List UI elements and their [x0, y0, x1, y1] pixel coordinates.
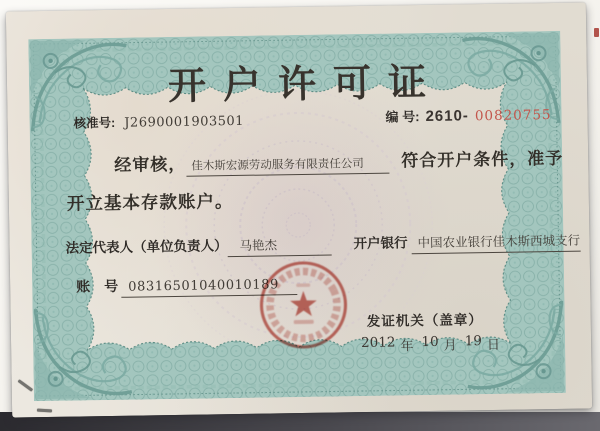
body-suffix: 符合开户条件，准予	[401, 148, 564, 171]
red-edge-mark	[594, 28, 599, 37]
issue-year: 2012	[360, 334, 396, 352]
bank-name: 中国农业银行佳木斯西城支行	[411, 231, 580, 255]
bank-label: 开户银行	[353, 235, 408, 252]
body-prefix: 经审核，	[114, 154, 187, 175]
issuer-label: 发证机关（盖章）	[366, 312, 483, 329]
year-unit: 年	[400, 338, 414, 354]
certificate-title: 开户许可证	[167, 58, 444, 109]
issue-month: 10	[421, 333, 439, 351]
body-line2-text: 开立基本存款账户。	[66, 191, 234, 214]
body-line-2	[67, 188, 234, 216]
account-label: 账 号	[76, 277, 119, 295]
seal-star	[290, 291, 317, 317]
serial-prefix: 2610-	[425, 107, 470, 126]
issue-day: 19	[464, 333, 482, 350]
serial-number-row	[385, 104, 551, 126]
approval-number: J2690001903501	[124, 113, 245, 131]
serial-label: 编 号:	[385, 109, 420, 125]
month-unit: 月	[443, 337, 457, 353]
official-seal	[255, 256, 352, 353]
account-number: 08316501040010189	[121, 277, 297, 298]
legal-rep-label: 法定代表人（单位负责人）	[65, 238, 228, 256]
certificate-paper	[6, 2, 592, 417]
legal-rep-name: 马艳杰	[227, 234, 331, 257]
serial-number-red: 00820755	[474, 107, 552, 125]
day-unit: 日	[486, 336, 501, 353]
company-name: 佳木斯宏源劳动服务有限责任公司	[186, 155, 389, 177]
approval-number-row	[73, 111, 244, 132]
approval-label: 核准号:	[73, 115, 116, 131]
issue-date-row	[361, 334, 508, 355]
